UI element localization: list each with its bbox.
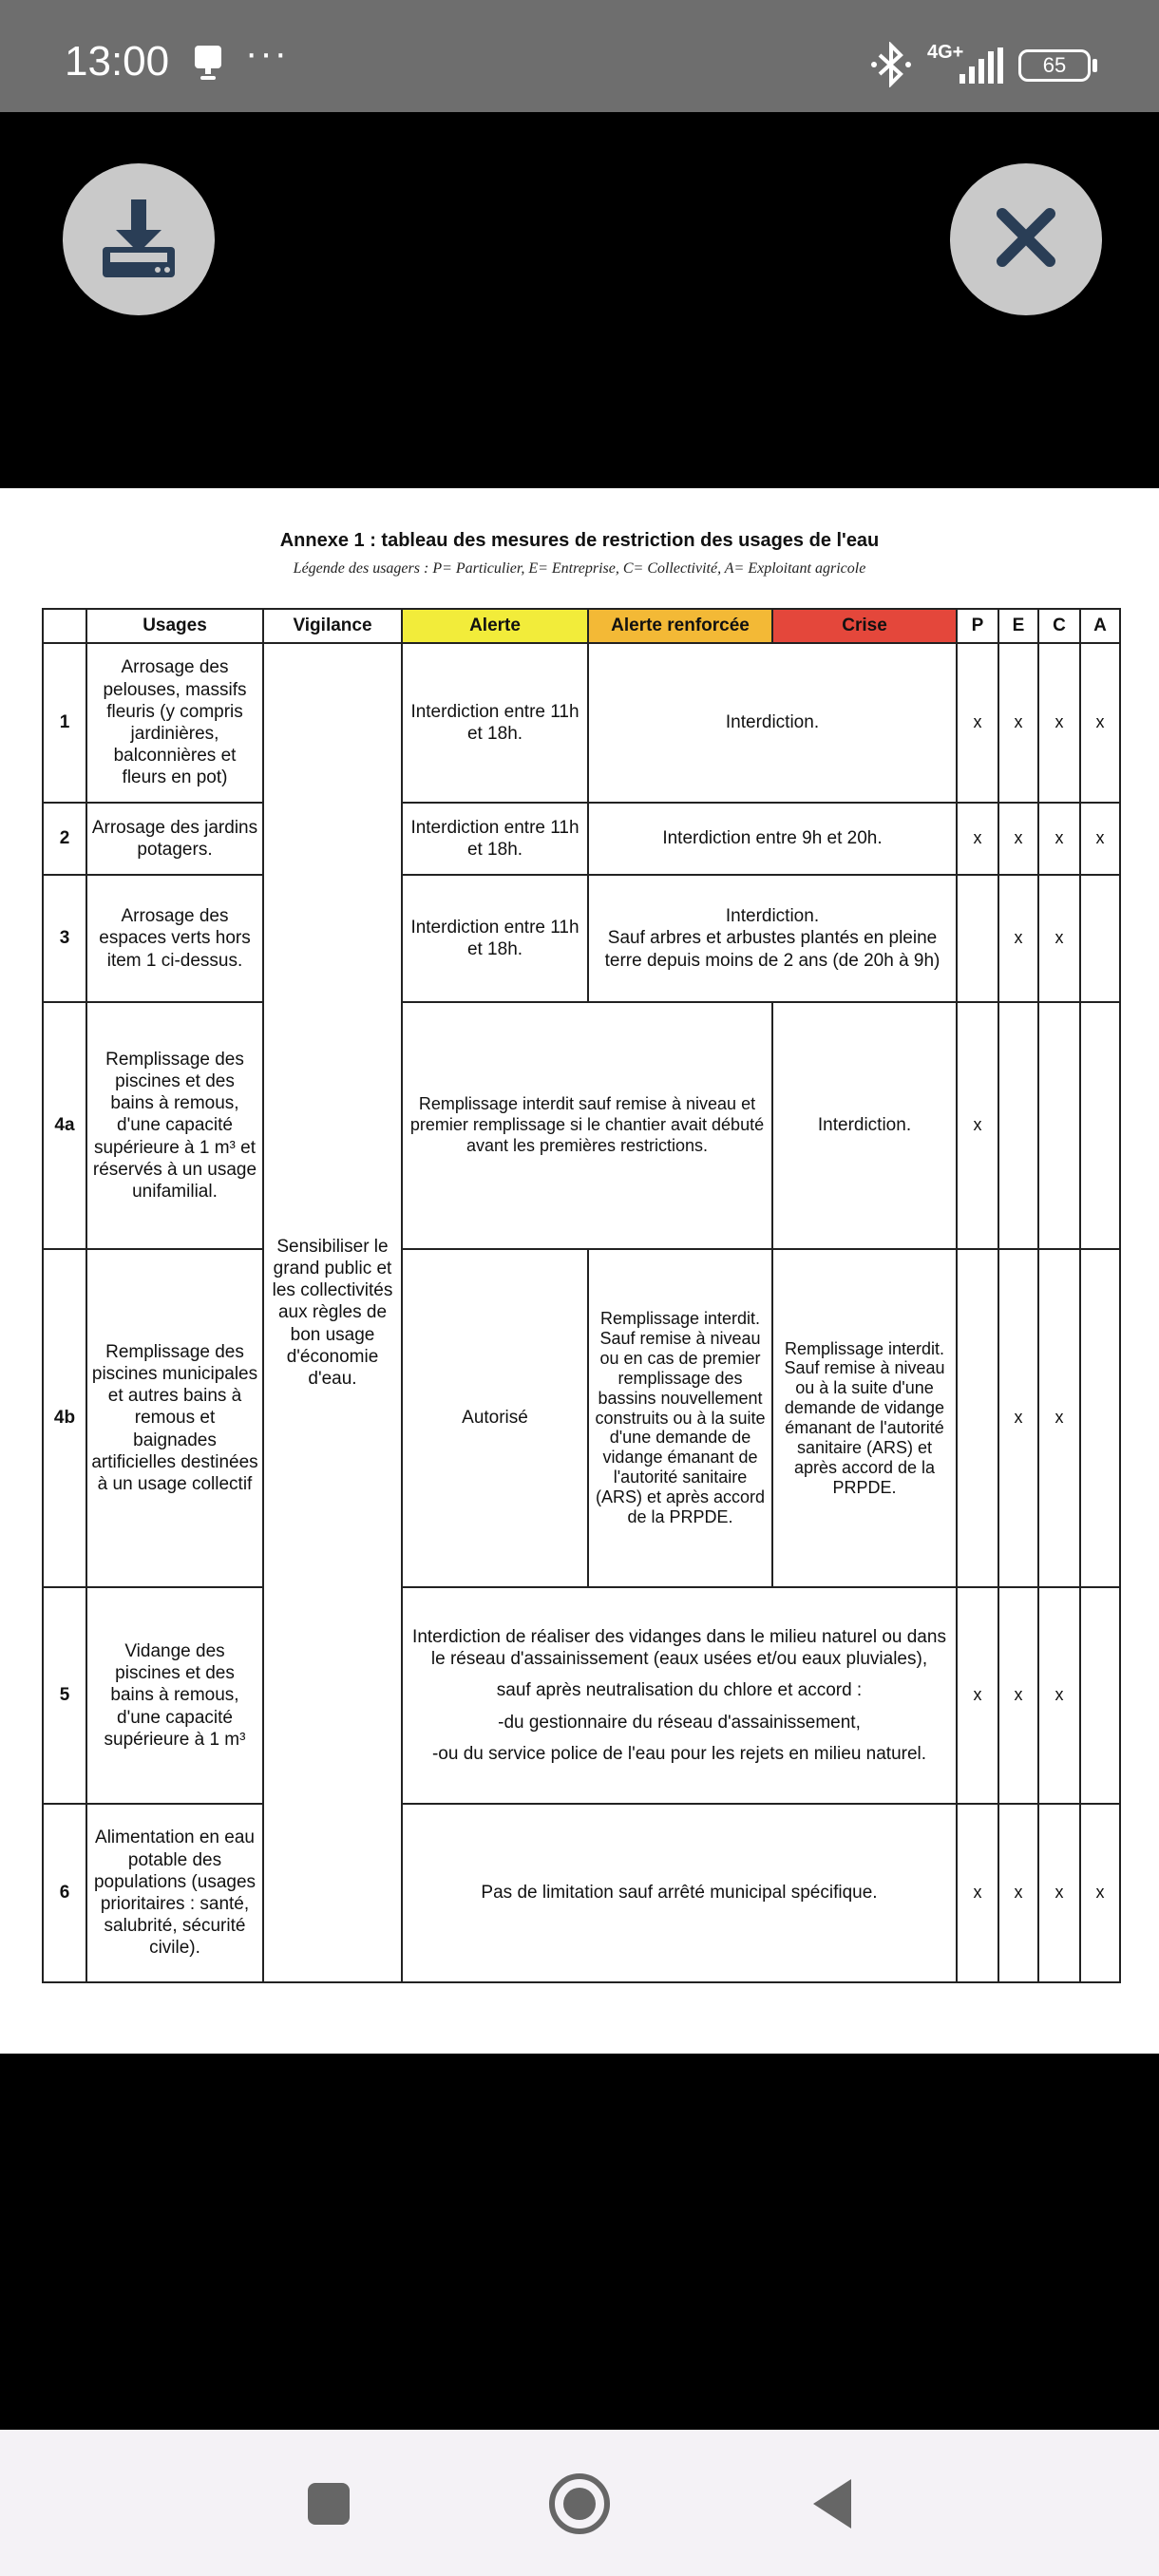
row-p: x — [957, 1587, 998, 1804]
renforcee-crise-line1: Interdiction. — [725, 906, 820, 927]
header-vigilance: Vigilance — [263, 609, 402, 643]
row-a — [1080, 1587, 1120, 1804]
navigation-bar — [0, 2430, 1159, 2576]
row-a: x — [1080, 803, 1120, 875]
row-e: x — [998, 803, 1038, 875]
network-label: 4G+ — [927, 42, 964, 63]
restriction-table — [42, 608, 1121, 1983]
row-crise: Remplissage interdit. Sauf remise à niveau ou à la suite d'une demande de vidange émanant de l'autorité sanitaire (ARS) et après accord de la PRPDE. — [772, 1249, 957, 1587]
header-crise: Crise — [772, 609, 957, 643]
row-num: 1 — [43, 643, 86, 803]
row-num: 5 — [43, 1587, 86, 1804]
table-header-row — [43, 609, 1120, 643]
table-row — [43, 875, 1120, 1002]
clock: 13:00 — [65, 38, 170, 85]
row-num: 3 — [43, 875, 86, 1002]
notification-icon — [192, 44, 224, 86]
row-c: x — [1038, 875, 1080, 1002]
row-usage: Alimentation en eau potable des populations (usages prioritaires : santé, salubrité, sécurité civile). — [86, 1804, 263, 1982]
row-p: x — [957, 1804, 998, 1982]
row-e: x — [998, 1249, 1038, 1587]
table-row — [43, 643, 1120, 803]
row-p — [957, 875, 998, 1002]
table-row — [43, 1249, 1120, 1587]
row-c: x — [1038, 1249, 1080, 1587]
row-all-levels: Pas de limitation sauf arrêté municipal spécifique. — [402, 1804, 957, 1982]
row-alerte: Interdiction entre 11h et 18h. — [402, 803, 588, 875]
close-icon — [993, 204, 1059, 275]
row-e: x — [998, 875, 1038, 1002]
row-usage: Arrosage des jardins potagers. — [86, 803, 263, 875]
row-usage: Vidange des piscines et des bains à remous, d'une capacité supérieure à 1 m³ — [86, 1587, 263, 1804]
renforcee-crise-line2: Sauf arbres et arbustes plantés en pleine terre depuis moins de 2 ans (de 20h à 9h) — [604, 928, 940, 971]
vidange-line-1: Interdiction de réaliser des vidanges dans le milieu naturel ou dans le réseau d'assainissement (eaux usées et/ou eaux pluviales), — [412, 1627, 946, 1670]
row-usage: Remplissage des piscines municipales et autres bains à remous et baignades artificielles destinées à un usage collectif — [86, 1249, 263, 1587]
row-e: x — [998, 643, 1038, 803]
home-icon — [547, 2472, 612, 2541]
header-num — [43, 609, 86, 643]
row-e: x — [998, 1587, 1038, 1804]
row-a: x — [1080, 643, 1120, 803]
viewer-toolbar — [0, 112, 1159, 488]
row-c: x — [1038, 1587, 1080, 1804]
row-a — [1080, 1249, 1120, 1587]
row-renforcee-crise — [588, 875, 957, 1002]
header-a: A — [1080, 609, 1120, 643]
table-row — [43, 1804, 1120, 1982]
row-a: x — [1080, 1804, 1120, 1982]
header-e: E — [998, 609, 1038, 643]
row-num: 6 — [43, 1804, 86, 1982]
row-usage: Remplissage des piscines et des bains à remous, d'une capacité supérieure à 1 m³ et réservés à un usage unifamilial. — [86, 1002, 263, 1249]
row-renforcee-crise: Interdiction entre 9h et 20h. — [588, 803, 957, 875]
vidange-line-2: sauf après neutralisation du chlore et accord : — [496, 1680, 863, 1701]
row-crise: Interdiction. — [772, 1002, 957, 1249]
signal-icon — [960, 47, 1003, 90]
table-row — [43, 1002, 1120, 1249]
more-indicator: ··· — [245, 32, 289, 74]
row-a — [1080, 1002, 1120, 1249]
document-legend: Légende des usagers : P= Particulier, E= Entreprise, C= Collectivité, A= Exploitant agricole — [293, 560, 866, 577]
row-usage: Arrosage des pelouses, massifs fleuris (y compris jardinières, balconnières et fleurs en pot) — [86, 643, 263, 803]
table-row — [43, 803, 1120, 875]
row-p — [957, 1249, 998, 1587]
row-e — [998, 1002, 1038, 1249]
row-p: x — [957, 1002, 998, 1249]
row-alerte: Autorisé — [402, 1249, 588, 1587]
battery-level: 65 — [1042, 53, 1067, 77]
back-icon — [809, 2477, 855, 2535]
row-vidange-rules — [402, 1587, 957, 1804]
row-e: x — [998, 1804, 1038, 1982]
close-button[interactable] — [950, 163, 1102, 315]
table-row — [43, 1587, 1120, 1804]
document-image — [0, 488, 1159, 2054]
battery-tip — [1092, 59, 1097, 72]
row-c: x — [1038, 1804, 1080, 1982]
row-renforcee-crise: Interdiction. — [588, 643, 957, 803]
home-button[interactable] — [545, 2472, 614, 2540]
download-button[interactable] — [63, 163, 215, 315]
row-p: x — [957, 643, 998, 803]
row-alerte: Interdiction entre 11h et 18h. — [402, 875, 588, 1002]
status-bar — [0, 0, 1159, 112]
bluetooth-icon — [870, 42, 912, 92]
row-c — [1038, 1002, 1080, 1249]
row-num: 2 — [43, 803, 86, 875]
row-renforcee: Remplissage interdit. Sauf remise à niveau ou en cas de premier remplissage des bassins nouvellement construits ou à la suite d'une demande de vidange émanant de l'autorité sanitaire (ARS) et après accord de la PRPDE. — [588, 1249, 772, 1587]
vidange-line-4: -ou du service police de l'eau pour les rejets en milieu naturel. — [431, 1743, 927, 1764]
row-c: x — [1038, 643, 1080, 803]
vidange-line-3: -du gestionnaire du réseau d'assainissement, — [498, 1712, 861, 1733]
recent-apps-icon — [306, 2481, 352, 2531]
header-alerte: Alerte — [402, 609, 588, 643]
document-title: Annexe 1 : tableau des mesures de restriction des usages de l'eau — [279, 530, 880, 551]
row-c: x — [1038, 803, 1080, 875]
header-p: P — [957, 609, 998, 643]
row-usage: Arrosage des espaces verts hors item 1 ci-dessus. — [86, 875, 263, 1002]
vigilance-cell: Sensibiliser le grand public et les collectivités aux règles de bon usage d'économie d'eau. — [263, 643, 402, 1982]
row-num: 4a — [43, 1002, 86, 1249]
row-a — [1080, 875, 1120, 1002]
row-num: 4b — [43, 1249, 86, 1587]
row-p: x — [957, 803, 998, 875]
header-c: C — [1038, 609, 1080, 643]
row-alerte-renforcee: Remplissage interdit sauf remise à niveau et premier remplissage si le chantier avait débuté avant les premières restrictions. — [402, 1002, 772, 1249]
row-alerte: Interdiction entre 11h et 18h. — [402, 643, 588, 803]
download-icon — [95, 194, 182, 286]
battery-icon — [1018, 49, 1091, 82]
recent-apps-button[interactable] — [300, 2477, 357, 2534]
back-button[interactable] — [804, 2477, 861, 2534]
header-alerte-renforcee: Alerte renforcée — [588, 609, 772, 643]
header-usages: Usages — [86, 609, 263, 643]
